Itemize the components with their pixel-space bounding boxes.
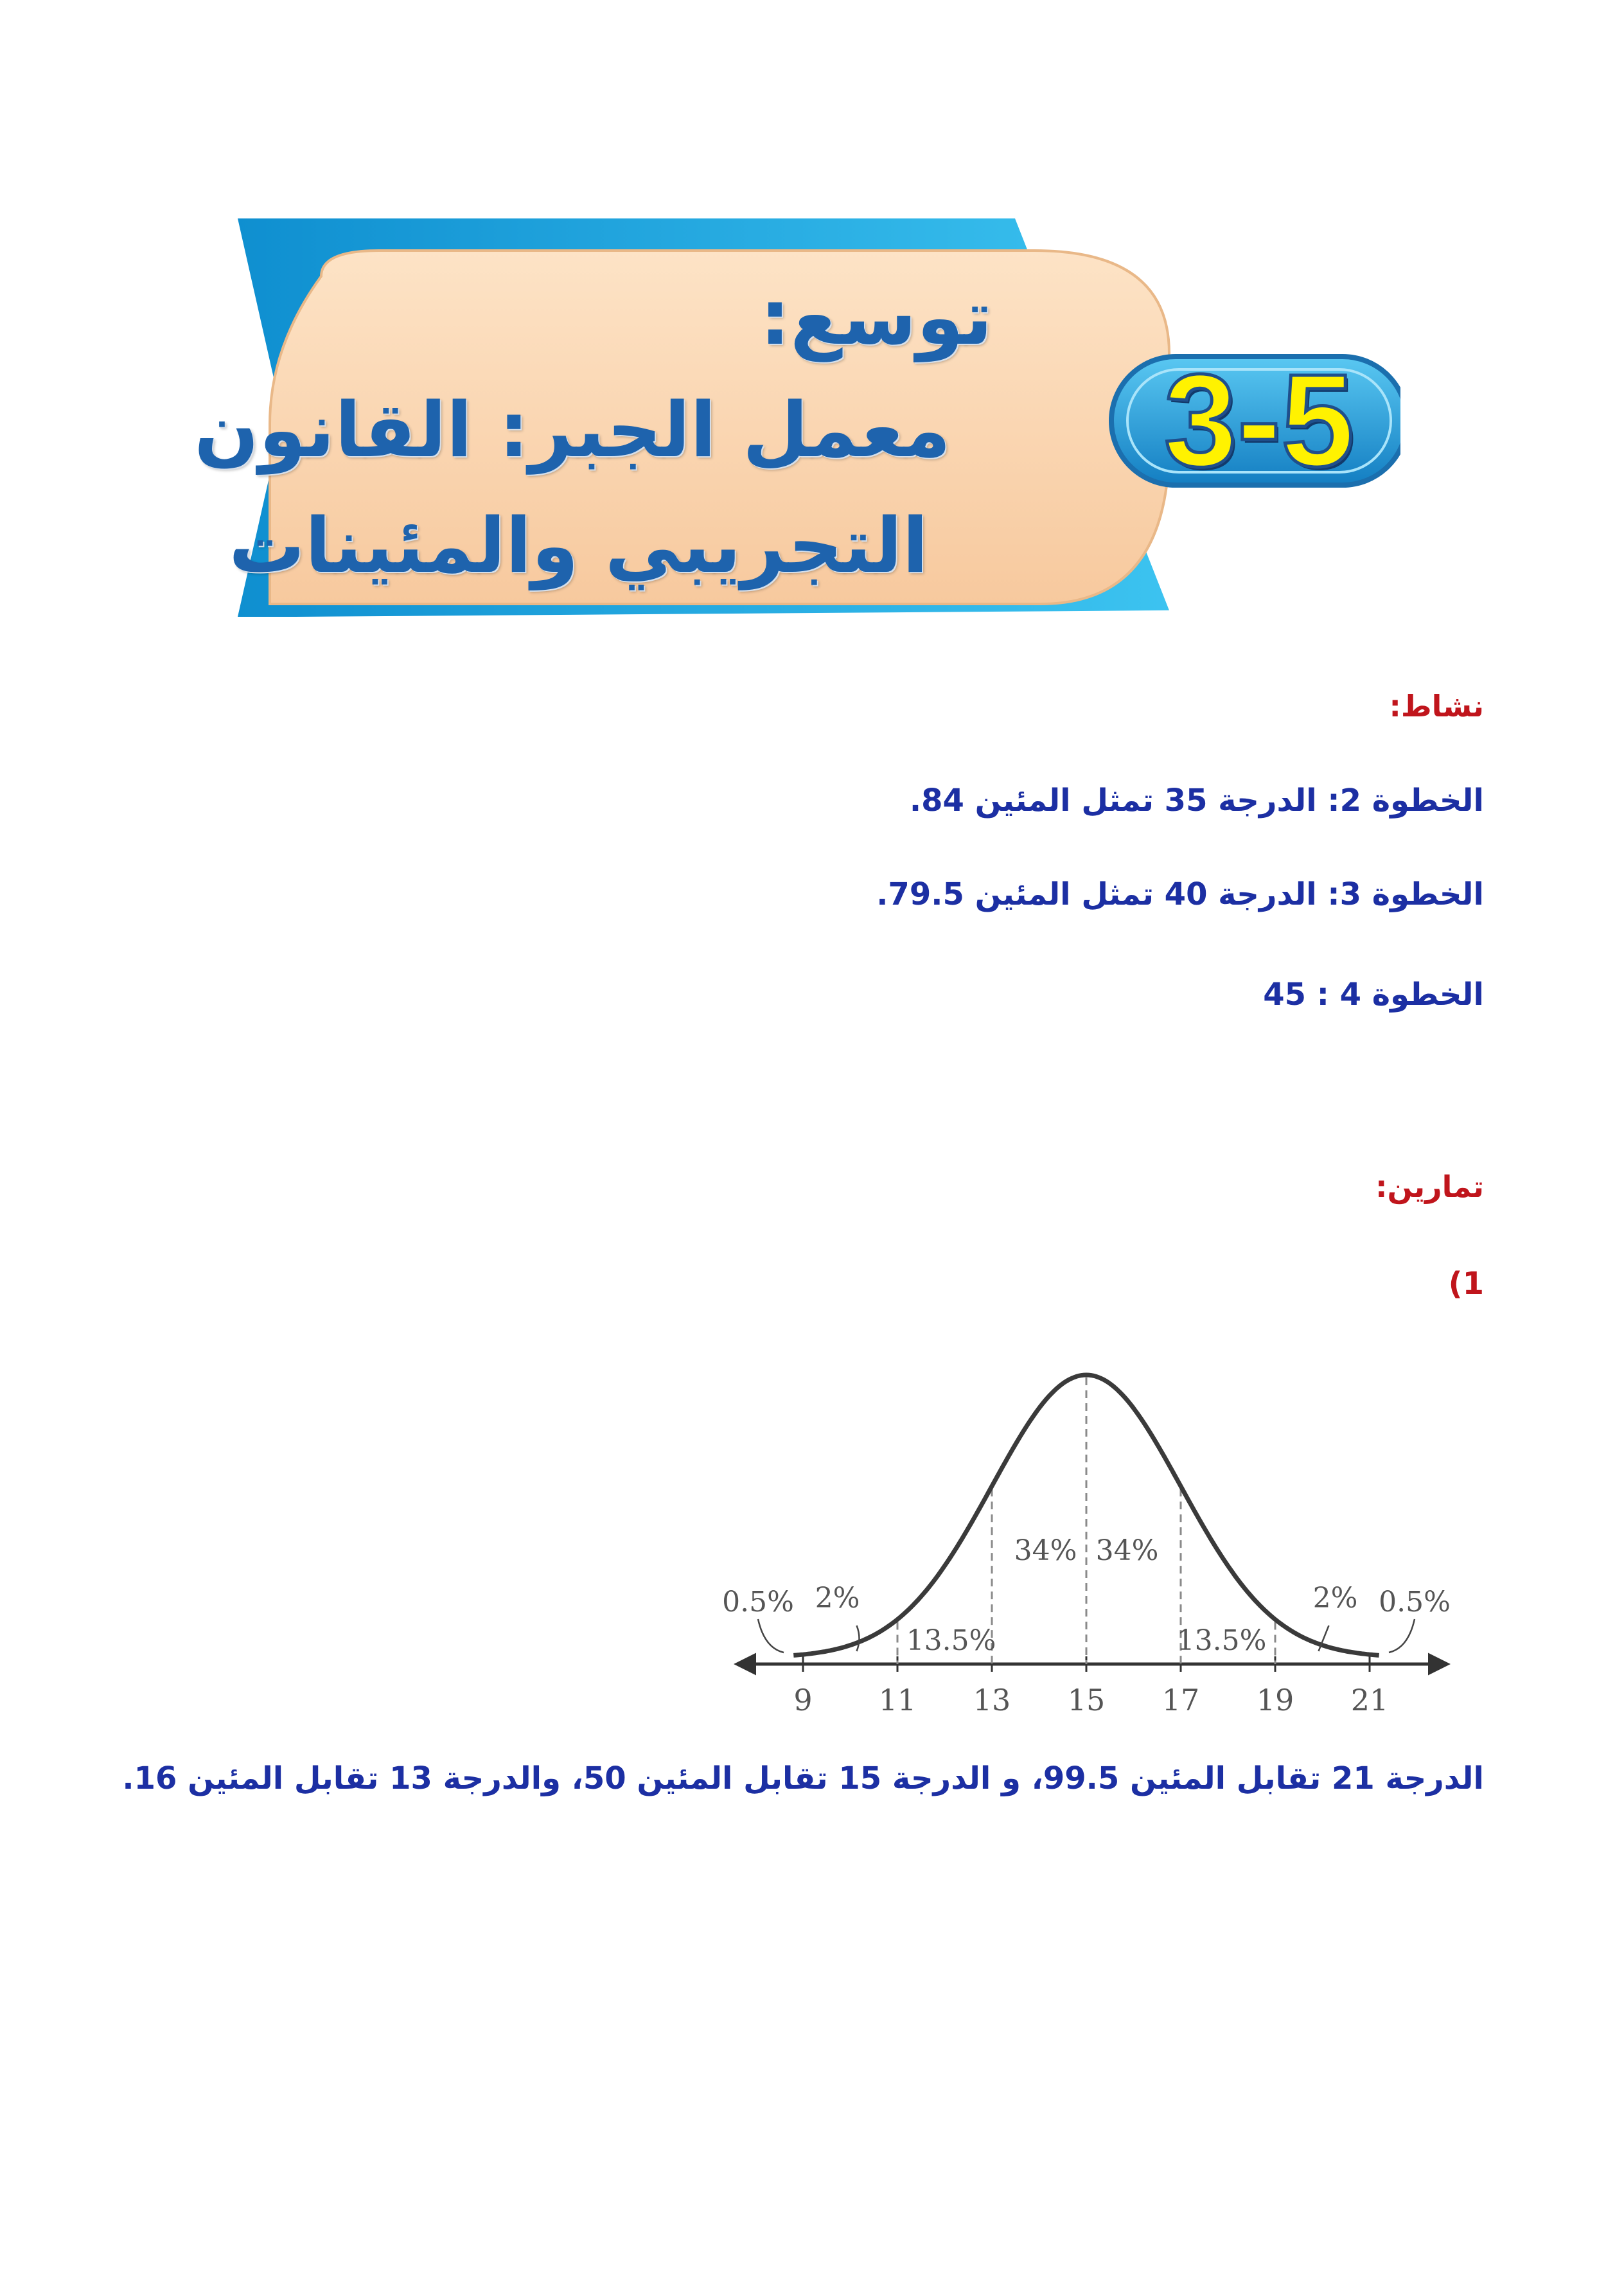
region-label: 2%: [815, 1582, 860, 1615]
normal-distribution-chart: [707, 1356, 1516, 1722]
x-tick-label: 11: [878, 1683, 917, 1717]
region-label: 0.5%: [1379, 1586, 1451, 1618]
sd-dividers: [897, 1378, 1275, 1664]
region-label: 2%: [1312, 1582, 1358, 1615]
activity-step-3: الخطوة 3: الدرجة 40 تمثل المئين 79.5.: [876, 876, 1484, 912]
tail-leader-right: [1389, 1619, 1415, 1653]
activity-heading: نشاط:: [1389, 689, 1484, 723]
x-tick-label: 21: [1350, 1683, 1389, 1717]
region-label: 34%: [1014, 1534, 1077, 1567]
exercises-heading: تمارين:: [1375, 1169, 1484, 1204]
lesson-number: 3-5: [1163, 347, 1355, 494]
x-tick-label: 9: [793, 1683, 813, 1717]
region-label: 34%: [1095, 1534, 1159, 1567]
region-label: 13.5%: [1176, 1624, 1267, 1657]
banner-title-line-1: توسع:: [759, 273, 993, 362]
exercise-number: 1): [1448, 1266, 1484, 1302]
leader-left: [857, 1626, 860, 1651]
region-label: 0.5%: [722, 1586, 794, 1618]
activity-step-2: الخطوة 2: الدرجة 35 تمثل المئين 84.: [909, 783, 1484, 819]
x-tick-label: 17: [1161, 1683, 1200, 1717]
banner-title-line-3: التجريبي والمئينات: [229, 501, 928, 590]
x-tick-label: 13: [973, 1683, 1011, 1717]
x-tick-labels: [793, 1683, 1388, 1717]
banner-title-line-2: معمل الجبر: القانون: [194, 385, 951, 474]
region-label: 13.5%: [906, 1624, 996, 1657]
exercise-answer: الدرجة 21 تقابل المئين 99.5، و الدرجة 15 تقابل المئين 50، والدرجة 13 تقابل المئين 16.: [122, 1760, 1484, 1796]
x-tick-label: 15: [1067, 1683, 1106, 1717]
lesson-banner: [194, 212, 1400, 649]
x-tick-label: 19: [1256, 1683, 1294, 1717]
tail-leader-left: [758, 1619, 784, 1653]
activity-step-4: الخطوة 4 : 45: [1263, 977, 1484, 1013]
